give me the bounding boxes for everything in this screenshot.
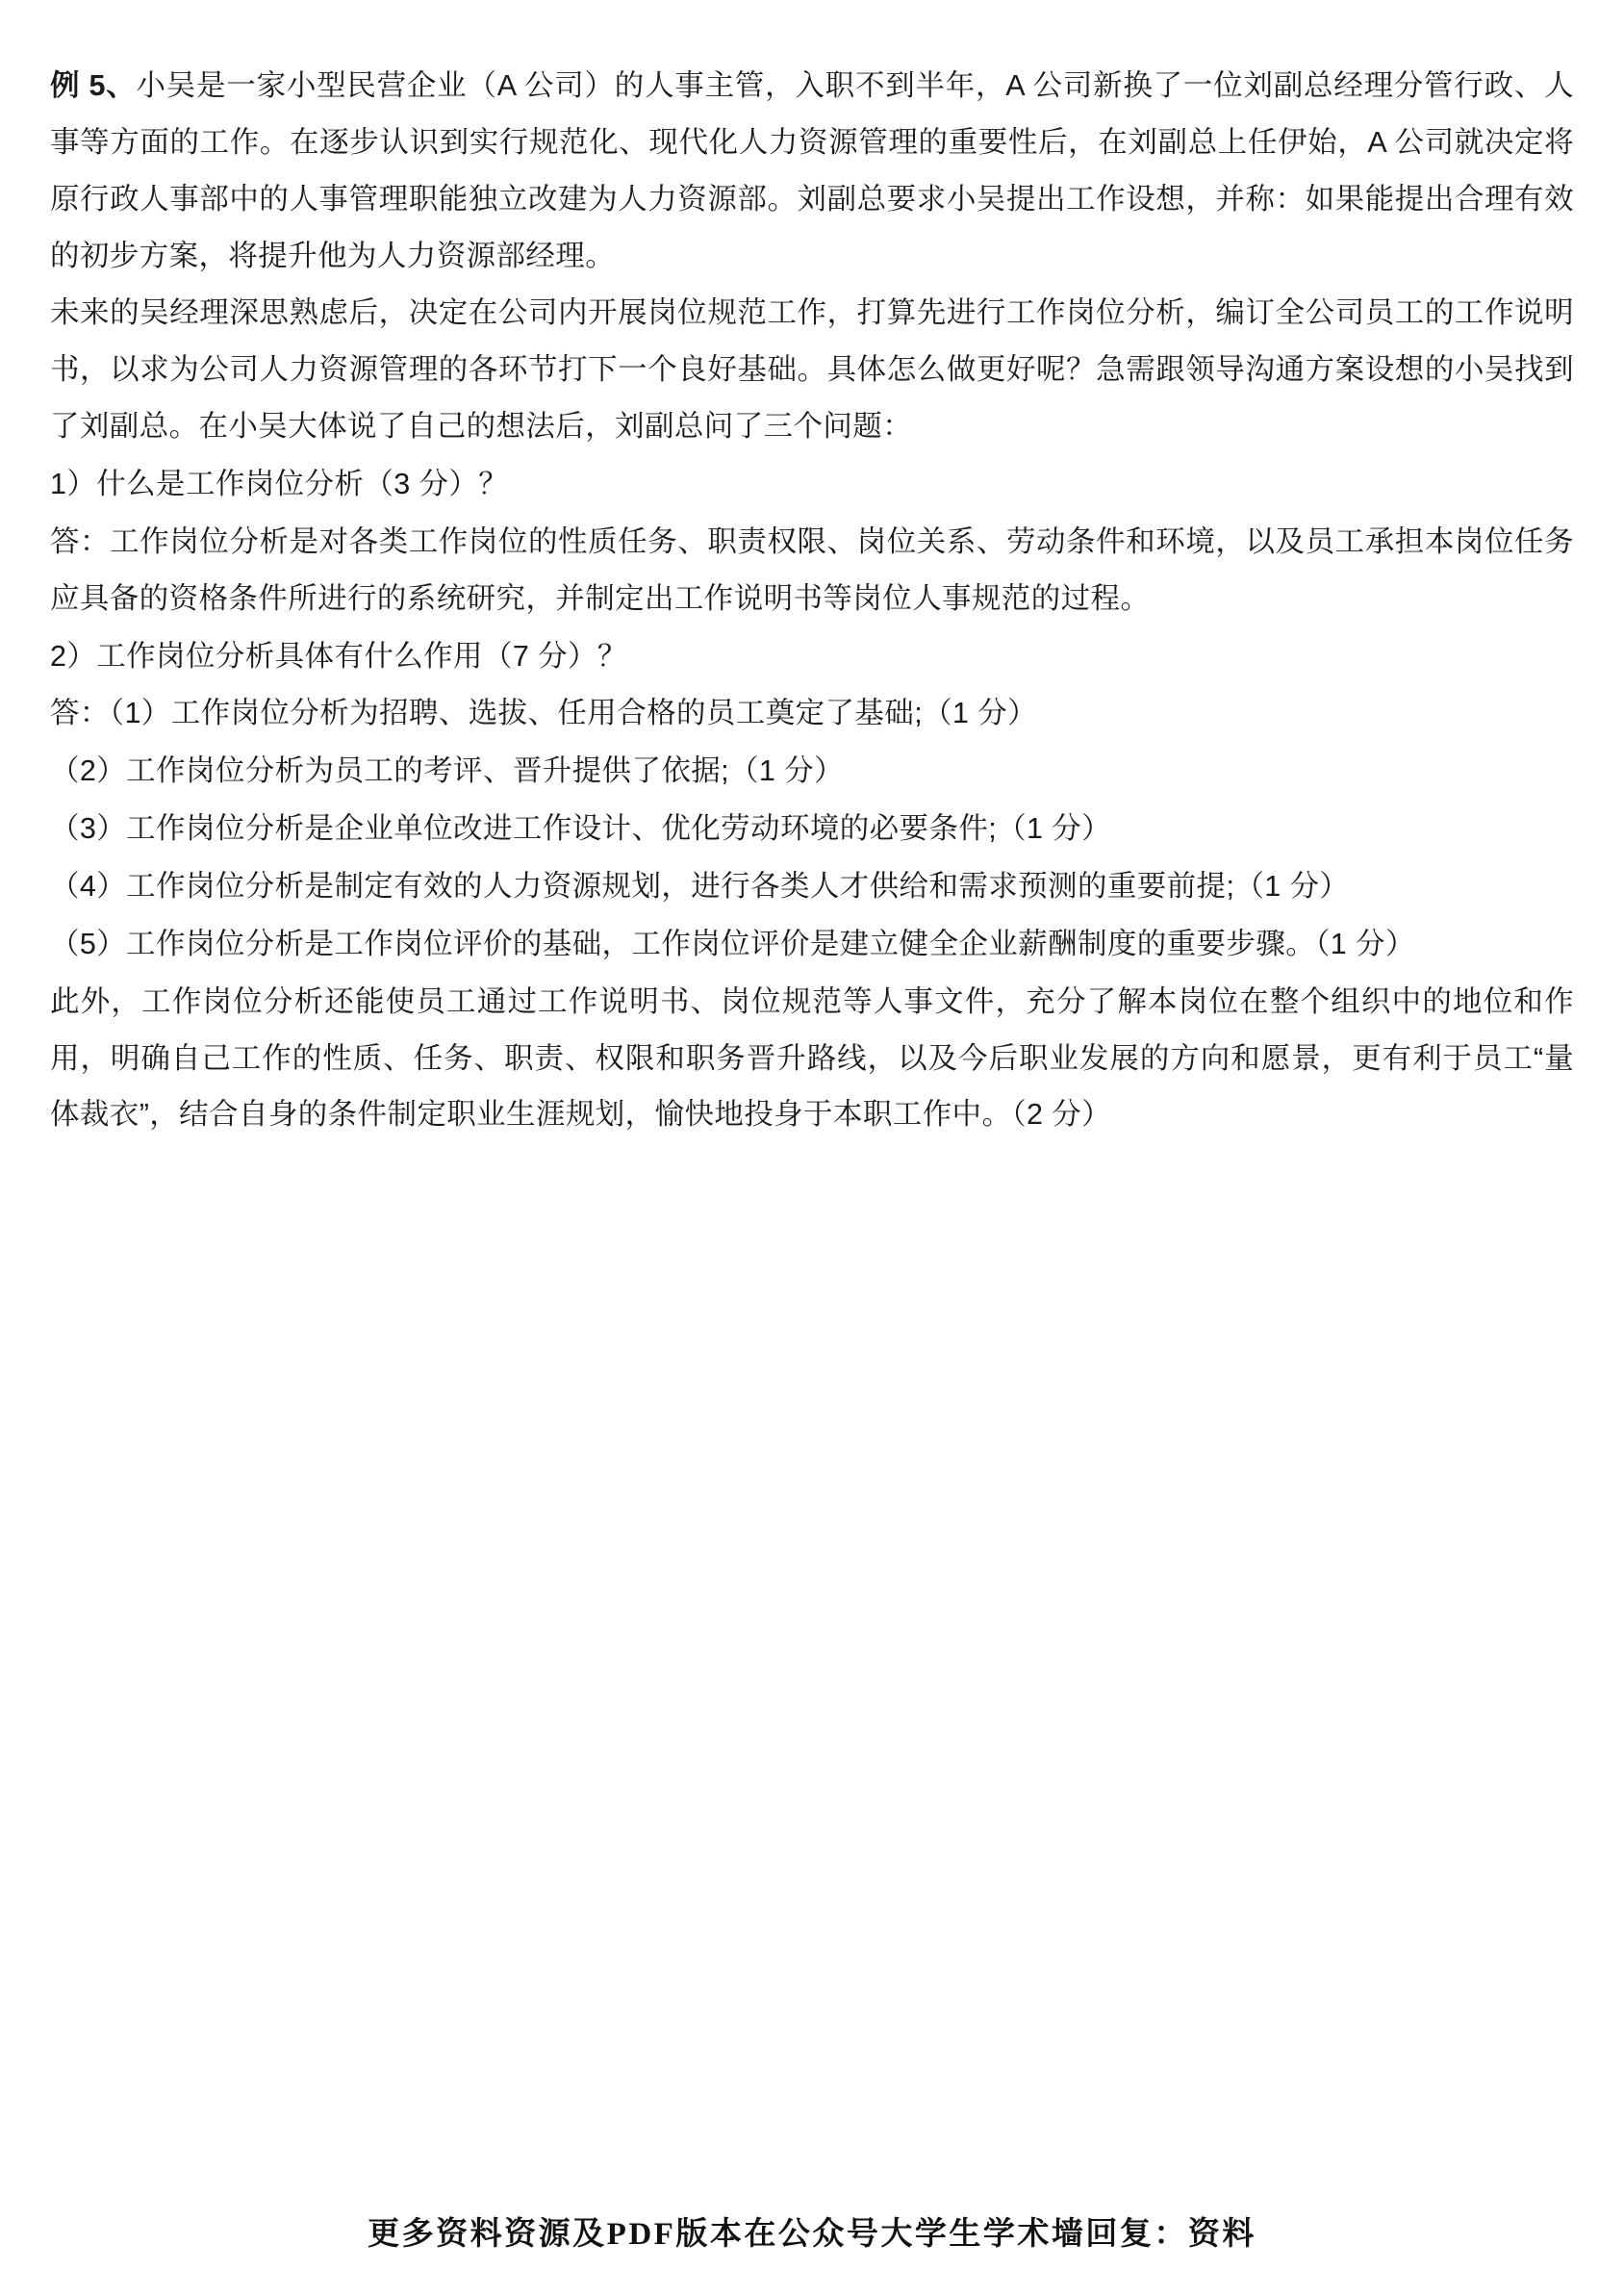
page-bottom-fade xyxy=(0,2134,1624,2190)
question-1 xyxy=(50,456,1574,513)
answer-2-supplement-text: 此外，工作岗位分析还能使员工通过工作说明书、岗位规范等人事文件，充分了解本岗位在整个组织中的地位和作用，明确自己工作的性质、任务、职责、权限和职务晋升路线，以及今后职业发展的方向和愿景，更有利于员工“量体裁衣”，结合自身的条件制定职业生涯规划，愉快地投身于本职工作中。（2 分） xyxy=(50,984,1574,1132)
answer-2-supplement xyxy=(50,974,1574,1144)
answer-2-item-5-text: （5）工作岗位分析是工作岗位评价的基础，工作岗位评价是建立健全企业薪酬制度的重要步骤。（1 分） xyxy=(50,927,1415,960)
answer-2-item-5 xyxy=(50,916,1574,973)
paragraph-1-text: 小吴是一家小型民营企业（A 公司）的人事主管，入职不到半年，A 公司新换了一位刘副总经理分管行政、人事等方面的工作。在逐步认识到实行规范化、现代化人力资源管理的重要性后，在刘副总上任伊始，A 公司就决定将原行政人事部中的人事管理职能独立改建为人力资源部。刘副总要求小吴提出工作设想，并称：如果能提出合理有效的初步方案，将提升他为人力资源部经理。 xyxy=(50,69,1575,272)
answer-2-item-1-text: 答：（1）工作岗位分析为招聘、选拔、任用合格的员工奠定了基础;（1 分） xyxy=(50,697,1038,730)
answer-2-item-4 xyxy=(50,858,1574,915)
answer-2-item-3-text: （3）工作岗位分析是企业单位改进工作设计、优化劳动环境的必要条件;（1 分） xyxy=(50,812,1112,846)
answer-1 xyxy=(50,514,1574,627)
answer-2-item-1 xyxy=(50,685,1574,742)
document-body xyxy=(40,58,1584,1144)
question-1-text: 1）什么是工作岗位分析（3 分）？ xyxy=(50,468,509,501)
answer-1-text: 答：工作岗位分析是对各类工作岗位的性质任务、职责权限、岗位关系、劳动条件和环境，以及员工承担本岗位任务应具备的资格条件所进行的系统研究，并制定出工作说明书等岗位人事规范的过程。 xyxy=(50,524,1574,615)
paragraph-1 xyxy=(50,58,1574,284)
answer-2-item-3 xyxy=(50,801,1574,857)
answer-2-item-4-text: （4）工作岗位分析是制定有效的人力资源规划，进行各类人才供给和需求预测的重要前提;（1 分） xyxy=(50,870,1350,904)
paragraph-2 xyxy=(50,285,1574,455)
answer-2-item-2-text: （2）工作岗位分析为员工的考评、晋升提供了依据;（1 分） xyxy=(50,754,844,788)
paragraph-1-lead: 例 5、 xyxy=(50,69,137,102)
paragraph-2-text: 未来的吴经理深思熟虑后，决定在公司内开展岗位规范工作，打算先进行工作岗位分析，编订全公司员工的工作说明书，以求为公司人力资源管理的各环节打下一个良好基础。具体怎么做更好呢？急需跟领导沟通方案设想的小吴找到了刘副总。在小吴大体说了自己的想法后，刘副总问了三个问题： xyxy=(50,296,1574,444)
footer-promo-text: 更多资料资源及PDF版本在公众号大学生学术墙回复：资料 xyxy=(368,2217,1256,2252)
question-2-text: 2）工作岗位分析具体有什么作用（7 分）？ xyxy=(50,639,627,673)
answer-2-item-2 xyxy=(50,743,1574,800)
question-2 xyxy=(50,628,1574,685)
